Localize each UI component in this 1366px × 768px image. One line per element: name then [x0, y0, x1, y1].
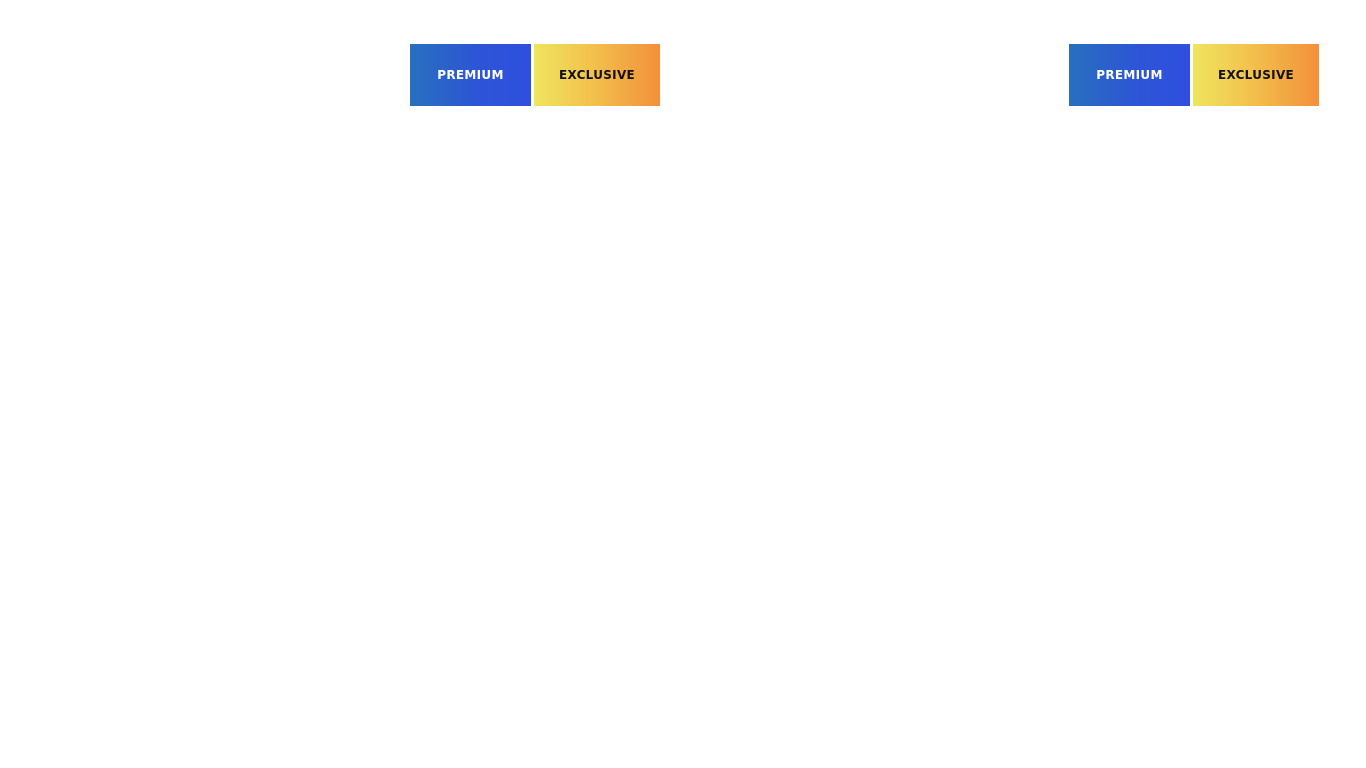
exclusive-badge-right[interactable]: EXCLUSIVE: [1193, 44, 1319, 106]
premium-badge-right[interactable]: PREMIUM: [1069, 44, 1190, 106]
badge-group-right: [1067, 42, 1321, 108]
premium-badge-left[interactable]: PREMIUM: [410, 44, 531, 106]
exclusive-badge-left[interactable]: EXCLUSIVE: [534, 44, 660, 106]
badge-group-left: [408, 42, 662, 108]
